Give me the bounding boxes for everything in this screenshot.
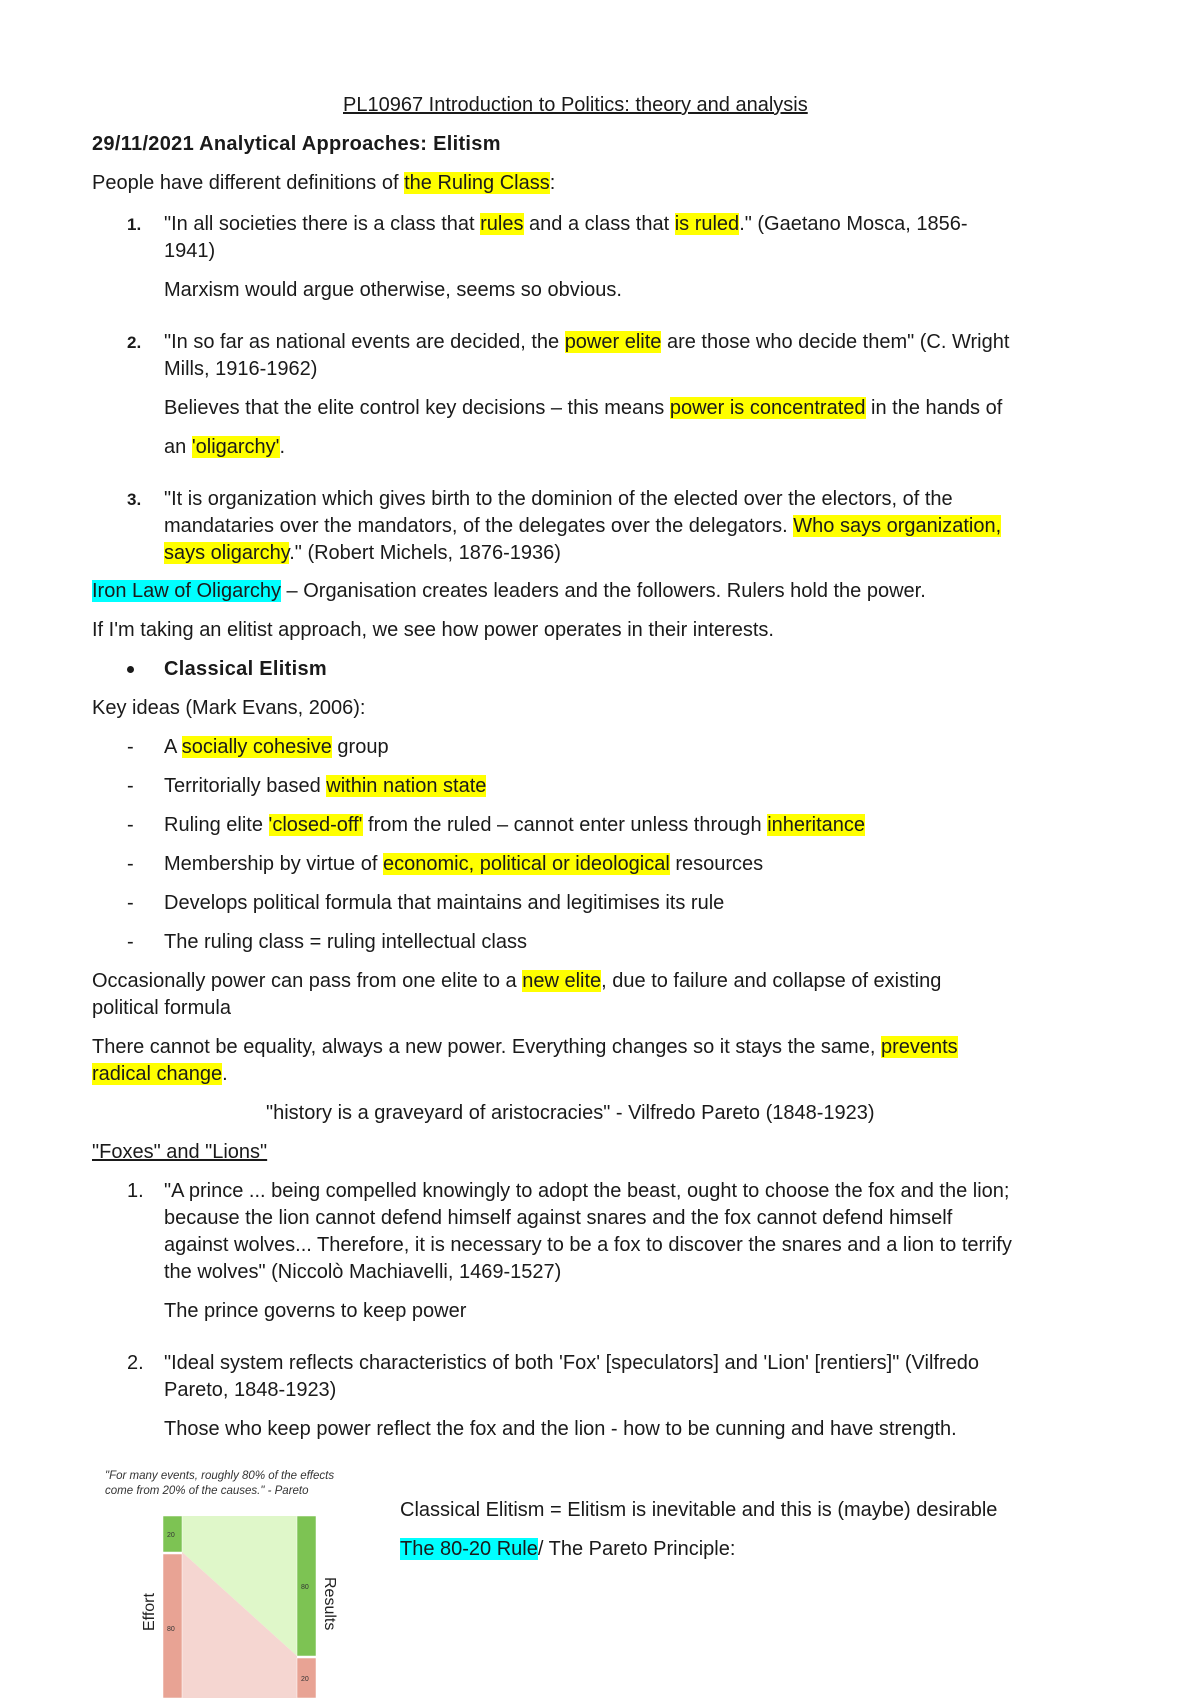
results-bottom-value: 20 — [301, 1676, 309, 1683]
dash-marker: - — [127, 853, 134, 875]
effort-axis-label: Effort — [141, 1593, 158, 1631]
note-marxism: Marxism would argue otherwise, seems so obvious. — [164, 279, 622, 301]
pareto-rule-line: The 80-20 Rule/ The Pareto Principle: — [400, 1538, 736, 1560]
intro-line: People have different definitions of the Ruling Class: — [92, 172, 556, 194]
note-elite-control-line2: an 'oligarchy'. — [164, 436, 286, 458]
list-number-3: 3. — [127, 490, 142, 509]
iron-law-line: Iron Law of Oligarchy – Organisation creates leaders and the followers. Rulers hold the power. — [92, 580, 926, 602]
effort-bottom-value: 80 — [167, 1626, 175, 1633]
pareto-quote: "history is a graveyard of aristocracies" - Vilfredo Pareto (1848-1923) — [266, 1102, 875, 1124]
dash-marker: - — [127, 892, 134, 914]
quote-machiavelli-line3: against wolves... Therefore, it is necessary to be a fox to discover the snares and a lion to terrify — [164, 1234, 1012, 1256]
bullet-ruling-class: The ruling class = ruling intellectual class — [164, 931, 527, 953]
results-axis-label: Results — [321, 1577, 338, 1631]
note-elite-control-line1: Believes that the elite control key decisions – this means power is concentrated in the hands of — [164, 397, 1003, 419]
figure-caption-line1: "For many events, roughly 80% of the effects — [105, 1470, 335, 1482]
list-number-1: 1. — [127, 215, 142, 234]
occasionally-line2: political formula — [92, 997, 231, 1019]
dash-marker: - — [127, 814, 134, 836]
list-number-2: 2. — [127, 333, 142, 352]
elitist-approach-line: If I'm taking an elitist approach, we see how power operates in their interests. — [92, 619, 774, 641]
note-fox-lion: Those who keep power reflect the fox and the lion - how to be cunning and have strength. — [164, 1418, 957, 1440]
classical-elitism-equation: Classical Elitism = Elitism is inevitable and this is (maybe) desirable — [400, 1499, 998, 1521]
foxes-lions-heading: "Foxes" and "Lions" — [92, 1141, 268, 1163]
effort-top-value: 20 — [167, 1532, 175, 1539]
equality-line2: radical change. — [92, 1063, 228, 1085]
quote-michels-line1: "It is organization which gives birth to the dominion of the elected over the electors, of the — [164, 488, 953, 510]
figure-caption-line2: come from 20% of the causes." - Pareto — [105, 1485, 309, 1497]
bullet-political-formula: Develops political formula that maintains and legitimises its rule — [164, 892, 725, 914]
quote-mills-line1: "In so far as national events are decided, the power elite are those who decide them" (C. Wright — [164, 331, 1010, 353]
bullet-dot — [127, 666, 134, 673]
dash-marker: - — [127, 775, 134, 797]
note-prince: The prince governs to keep power — [164, 1300, 467, 1322]
pareto-diagram — [95, 1465, 390, 1698]
quote-michels-line3: says oligarchy." (Robert Michels, 1876-1936) — [164, 542, 561, 564]
quote-michels-line2: mandataries over the mandators, of the delegates over the delegators. Who says organization, — [164, 515, 1002, 537]
key-ideas-line: Key ideas (Mark Evans, 2006): — [92, 697, 366, 719]
dash-marker: - — [127, 931, 134, 953]
quote-mills-line2: Mills, 1916-1962) — [164, 358, 318, 380]
bullet-territorially-based: Territorially based within nation state — [164, 775, 487, 797]
classical-elitism-heading: Classical Elitism — [164, 658, 327, 680]
list-number-fox-1: 1. — [127, 1180, 144, 1202]
bullet-closed-off: Ruling elite 'closed-off' from the ruled – cannot enter unless through inheritance — [164, 814, 866, 836]
dash-marker: - — [127, 736, 134, 758]
quote-pareto-line1: "Ideal system reflects characteristics of both 'Fox' [speculators] and 'Lion' [rentiers]" (Vilfredo — [164, 1352, 980, 1374]
bullet-membership: Membership by virtue of economic, political or ideological resources — [164, 853, 764, 875]
quote-machiavelli-line2: because the lion cannot defend himself against snares and the fox cannot defend himself — [164, 1207, 953, 1229]
results-top-value: 80 — [301, 1584, 309, 1591]
quote-mosca-line2: 1941) — [164, 240, 216, 262]
quote-pareto-line2: Pareto, 1848-1923) — [164, 1379, 337, 1401]
occasionally-line1: Occasionally power can pass from one elite to a new elite, due to failure and collapse of existing — [92, 970, 942, 992]
equality-line1: There cannot be equality, always a new power. Everything changes so it stays the same, prevents — [92, 1036, 958, 1058]
quote-mosca-line1: "In all societies there is a class that rules and a class that is ruled." (Gaetano Mosca, 1856- — [164, 213, 968, 235]
quote-machiavelli-line4: the wolves" (Niccolò Machiavelli, 1469-1527) — [164, 1261, 562, 1283]
bullet-socially-cohesive: A socially cohesive group — [164, 736, 389, 758]
quote-machiavelli-line1: "A prince ... being compelled knowingly to adopt the beast, ought to choose the fox and the lion; — [164, 1180, 1010, 1202]
date-heading: 29/11/2021 Analytical Approaches: Elitism — [92, 133, 501, 155]
list-number-fox-2: 2. — [127, 1352, 144, 1374]
document-title: PL10967 Introduction to Politics: theory and analysis — [343, 94, 808, 116]
